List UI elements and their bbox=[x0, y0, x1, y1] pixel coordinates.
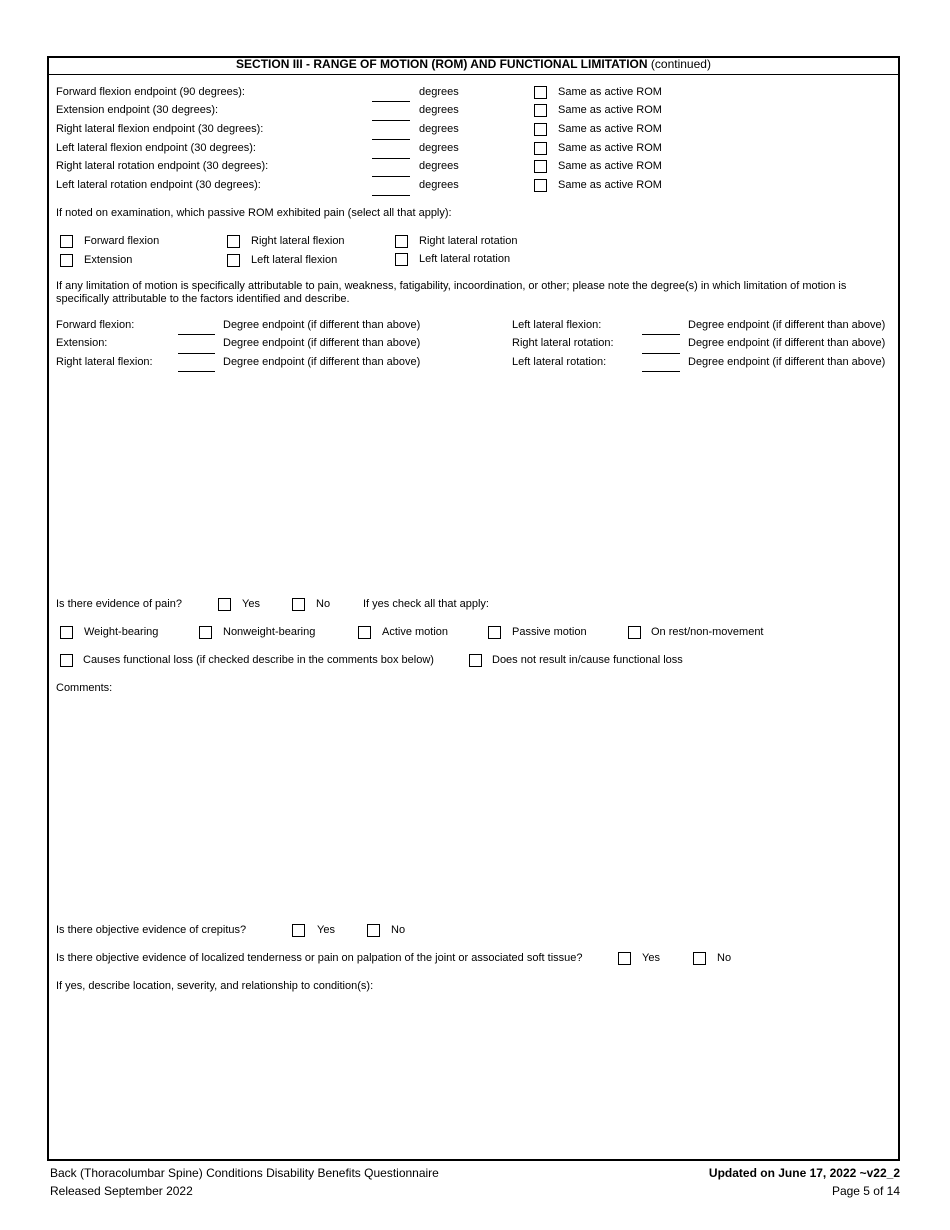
no-functional-loss-label: Does not result in/cause functional loss bbox=[492, 654, 683, 666]
no-functional-loss-checkbox[interactable] bbox=[469, 654, 482, 667]
crepitus-yes-label: Yes bbox=[317, 924, 335, 936]
rom-label: Right lateral rotation endpoint (30 degrees): bbox=[56, 160, 269, 172]
same-as-active-checkbox[interactable] bbox=[534, 179, 547, 192]
footer-form-title: Back (Thoracolumbar Spine) Conditions Disability Benefits Questionnaire bbox=[50, 1166, 439, 1180]
same-as-active-checkbox[interactable] bbox=[534, 142, 547, 155]
limitation-desc: Degree endpoint (if different than above) bbox=[688, 356, 886, 368]
pain-extension-checkbox[interactable] bbox=[60, 254, 73, 267]
pain-yes-checkbox[interactable] bbox=[218, 598, 231, 611]
pain-no-label: No bbox=[316, 598, 331, 610]
tenderness-question: Is there objective evidence of localized tenderness or pain on palpation of the joint or associated soft tissue? bbox=[56, 952, 583, 964]
comments-label: Comments: bbox=[56, 682, 113, 694]
same-as-active-checkbox[interactable] bbox=[534, 160, 547, 173]
limitation-degree-field[interactable] bbox=[642, 371, 680, 372]
limitation-instructions: If any limitation of motion is specifically attributable to pain, weakness, fatigability, incoordination, or other; please note the degree(s) in which limitation of motion is specifically attributable to the factors identified and describe. bbox=[56, 280, 847, 305]
same-as-active-checkbox[interactable] bbox=[534, 104, 547, 117]
rom-degrees-field[interactable] bbox=[372, 158, 410, 159]
pain-type-label: On rest/non-movement bbox=[651, 626, 764, 638]
pain-question: Is there evidence of pain? bbox=[56, 598, 182, 610]
pain-type-label: Active motion bbox=[382, 626, 449, 638]
tenderness-yes-label: Yes bbox=[642, 952, 660, 964]
pain-type-label: Passive motion bbox=[512, 626, 587, 638]
limitation-degree-field[interactable] bbox=[642, 353, 680, 354]
footer-page-number: Page 5 of 14 bbox=[831, 1184, 900, 1198]
pain-option-label: Left lateral rotation bbox=[419, 253, 511, 265]
crepitus-no-checkbox[interactable] bbox=[367, 924, 380, 937]
pain-option-label: Extension bbox=[84, 254, 133, 266]
limitation-desc: Degree endpoint (if different than above) bbox=[223, 356, 421, 368]
active-motion-checkbox[interactable] bbox=[358, 626, 371, 639]
same-as-active-label: Same as active ROM bbox=[558, 104, 662, 116]
tenderness-yes-checkbox[interactable] bbox=[618, 952, 631, 965]
limitation-desc: Degree endpoint (if different than above) bbox=[223, 319, 421, 331]
limitation-label: Right lateral flexion: bbox=[56, 356, 153, 368]
functional-loss-label: Causes functional loss (if checked describe in the comments box below) bbox=[83, 654, 434, 666]
tenderness-no-label: No bbox=[717, 952, 732, 964]
limitation-degree-field[interactable] bbox=[178, 371, 215, 372]
limitation-desc: Degree endpoint (if different than above) bbox=[223, 337, 421, 349]
limitation-degree-field[interactable] bbox=[178, 334, 215, 335]
same-as-active-label: Same as active ROM bbox=[558, 86, 662, 98]
same-as-active-checkbox[interactable] bbox=[534, 86, 547, 99]
pain-left-lateral-rotation-checkbox[interactable] bbox=[395, 253, 408, 266]
pain-type-label: Weight-bearing bbox=[84, 626, 159, 638]
pain-right-lateral-rotation-checkbox[interactable] bbox=[395, 235, 408, 248]
same-as-active-label: Same as active ROM bbox=[558, 123, 662, 135]
limitation-desc: Degree endpoint (if different than above) bbox=[688, 337, 886, 349]
pain-type-label: Nonweight-bearing bbox=[223, 626, 316, 638]
rom-degrees-field[interactable] bbox=[372, 195, 410, 196]
limitation-degree-field[interactable] bbox=[178, 353, 215, 354]
rom-label: Left lateral flexion endpoint (30 degrees): bbox=[56, 142, 256, 154]
rom-label: Right lateral flexion endpoint (30 degrees): bbox=[56, 123, 264, 135]
pain-if-yes-label: If yes check all that apply: bbox=[363, 598, 489, 610]
nonweight-bearing-checkbox[interactable] bbox=[199, 626, 212, 639]
tenderness-no-checkbox[interactable] bbox=[693, 952, 706, 965]
rom-unit: degrees bbox=[419, 123, 459, 135]
same-as-active-label: Same as active ROM bbox=[558, 142, 662, 154]
rom-unit: degrees bbox=[419, 104, 459, 116]
section-suffix: (continued) bbox=[650, 57, 711, 71]
crepitus-yes-checkbox[interactable] bbox=[292, 924, 305, 937]
pain-option-label: Right lateral flexion bbox=[251, 235, 345, 247]
pain-forward-flexion-checkbox[interactable] bbox=[60, 235, 73, 248]
limitation-label: Right lateral rotation: bbox=[512, 337, 614, 349]
limitation-label: Left lateral rotation: bbox=[512, 356, 607, 368]
rom-unit: degrees bbox=[419, 179, 459, 191]
limitation-desc: Degree endpoint (if different than above) bbox=[688, 319, 886, 331]
rom-degrees-field[interactable] bbox=[372, 139, 410, 140]
pain-no-checkbox[interactable] bbox=[292, 598, 305, 611]
footer-released: Released September 2022 bbox=[50, 1184, 193, 1198]
limitation-label: Extension: bbox=[56, 337, 108, 349]
functional-loss-checkbox[interactable] bbox=[60, 654, 73, 667]
rom-degrees-field[interactable] bbox=[372, 120, 410, 121]
limitation-label: Left lateral flexion: bbox=[512, 319, 602, 331]
section-title: SECTION III - RANGE OF MOTION (ROM) AND FUNCTIONAL LIMITATION bbox=[236, 57, 648, 71]
weight-bearing-checkbox[interactable] bbox=[60, 626, 73, 639]
rom-unit: degrees bbox=[419, 160, 459, 172]
passive-motion-checkbox[interactable] bbox=[488, 626, 501, 639]
on-rest-checkbox[interactable] bbox=[628, 626, 641, 639]
pain-option-label: Left lateral flexion bbox=[251, 254, 338, 266]
limitation-degree-field[interactable] bbox=[642, 334, 680, 335]
rom-degrees-field[interactable] bbox=[372, 101, 410, 102]
rom-unit: degrees bbox=[419, 142, 459, 154]
same-as-active-label: Same as active ROM bbox=[558, 160, 662, 172]
crepitus-no-label: No bbox=[391, 924, 406, 936]
tenderness-describe-label: If yes, describe location, severity, and relationship to condition(s): bbox=[56, 980, 374, 992]
passive-pain-question: If noted on examination, which passive ROM exhibited pain (select all that apply): bbox=[56, 207, 452, 219]
rom-label: Left lateral rotation endpoint (30 degrees): bbox=[56, 179, 261, 191]
section-header bbox=[47, 56, 900, 75]
crepitus-question: Is there objective evidence of crepitus? bbox=[56, 924, 247, 936]
pain-left-lateral-flexion-checkbox[interactable] bbox=[227, 254, 240, 267]
rom-label: Extension endpoint (30 degrees): bbox=[56, 104, 219, 116]
pain-option-label: Forward flexion bbox=[84, 235, 160, 247]
pain-right-lateral-flexion-checkbox[interactable] bbox=[227, 235, 240, 248]
rom-degrees-field[interactable] bbox=[372, 176, 410, 177]
same-as-active-label: Same as active ROM bbox=[558, 179, 662, 191]
rom-unit: degrees bbox=[419, 86, 459, 98]
footer-updated: Updated on June 17, 2022 ~v22_2 bbox=[708, 1166, 900, 1180]
limitation-label: Forward flexion: bbox=[56, 319, 135, 331]
rom-label: Forward flexion endpoint (90 degrees): bbox=[56, 86, 245, 98]
pain-yes-label: Yes bbox=[242, 598, 260, 610]
same-as-active-checkbox[interactable] bbox=[534, 123, 547, 136]
pain-option-label: Right lateral rotation bbox=[419, 235, 518, 247]
